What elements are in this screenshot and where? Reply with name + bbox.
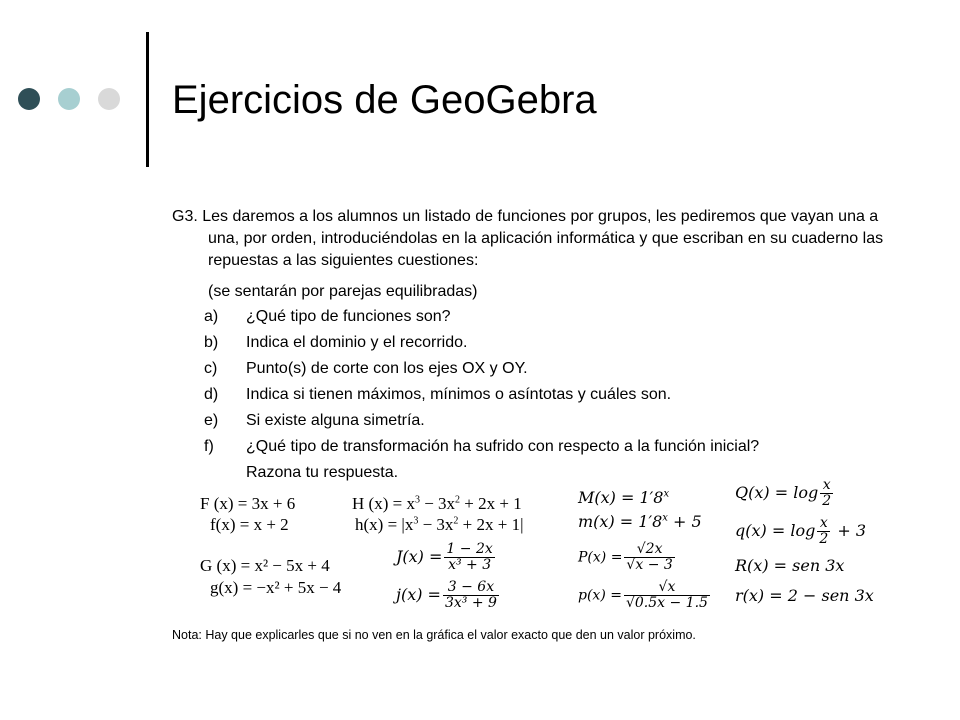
formula-P: P(x) = $\frac{√2x}{√x - 3}$ [578, 541, 673, 573]
question-text: Punto(s) de corte con los ejes OX y OY. [246, 360, 528, 377]
footnote: Nota: Hay que explicarles que si no ven en la gráfica el valor exacto que den un valor próximo. [172, 628, 696, 642]
formula-Q: Q(x) = log $\frac{x}{2}$ [735, 477, 832, 509]
question-marker: c) [204, 360, 218, 377]
question-marker: a) [204, 308, 219, 325]
formula-J: J(x) = $\frac{1 - 2x}{\text{x³ + 3}}$ [396, 541, 493, 573]
question-item [204, 358, 894, 380]
question-text: Si existe alguna simetría. [246, 412, 425, 429]
question-marker: e) [204, 412, 219, 429]
question-item [204, 410, 894, 432]
formula-q: q(x) = log $\frac{x}{2}$ + 3 [735, 515, 867, 547]
question-list [204, 306, 894, 488]
question-text: ¿Qué tipo de transformación ha sufrido con respecto a la función inicial? [246, 438, 760, 455]
formula-G: G (x) = x² − 5x + 4 [200, 556, 330, 575]
question-text: ¿Qué tipo de funciones son? [246, 308, 451, 325]
formula-p: p(x) = $\frac{√x}{√0.5x - 1.5}$ [578, 579, 708, 611]
question-item [204, 384, 894, 406]
question-marker: d) [204, 386, 219, 403]
question-item [204, 332, 894, 354]
formula-r: r(x) = 2 − sen 3x [735, 586, 874, 605]
formula-f: f(x) = x + 2 [210, 515, 289, 534]
formula-m: $m(x) = 1'8^x + 5$ [578, 512, 702, 531]
decor-dot-gray [98, 88, 120, 110]
question-marker: f) [204, 438, 214, 455]
formula-F: F (x) = 3x + 6 [200, 494, 296, 513]
decor-dot-dark [18, 88, 40, 110]
page-title: Ejercicios de GeoGebra [172, 78, 597, 122]
question-marker: b) [204, 334, 219, 351]
question-item [204, 306, 894, 328]
pairs-note: (se sentarán por parejas equilibradas) [208, 283, 478, 300]
formula-R: R(x) = sen 3x [735, 556, 845, 575]
question-text: Indica si tienen máximos, mínimos o asíntotas y cuáles son. [246, 386, 672, 403]
question-item [204, 436, 894, 484]
formula-M: $M(x) = 1'8^x$ [578, 488, 670, 507]
question-text: Indica el dominio y el recorrido. [246, 334, 468, 351]
question-continuation: Razona tu respuesta. [246, 464, 399, 481]
title-divider [146, 32, 149, 167]
formula-h: $h(x) = |x^3 - 3x^2 + 2x + 1|$ [355, 515, 524, 534]
intro-paragraph: G3. Les daremos a los alumnos un listado de funciones por grupos, les pediremos que vayan una a una, por orden, introduciéndolas en la aplicación informática y que escriban en su cuaderno las repuestas a las siguientes cuestiones: [172, 208, 884, 269]
decor-dot-teal [58, 88, 80, 110]
formula-j: j(x) = $\frac{3 - 6x}{\text{3x³ + 9}}$ [396, 579, 497, 611]
formula-H: H $(x) = x^3 - 3x^2 + 2x + 1$ [352, 494, 522, 513]
formula-g: g(x) = −x² + 5x − 4 [210, 578, 342, 597]
